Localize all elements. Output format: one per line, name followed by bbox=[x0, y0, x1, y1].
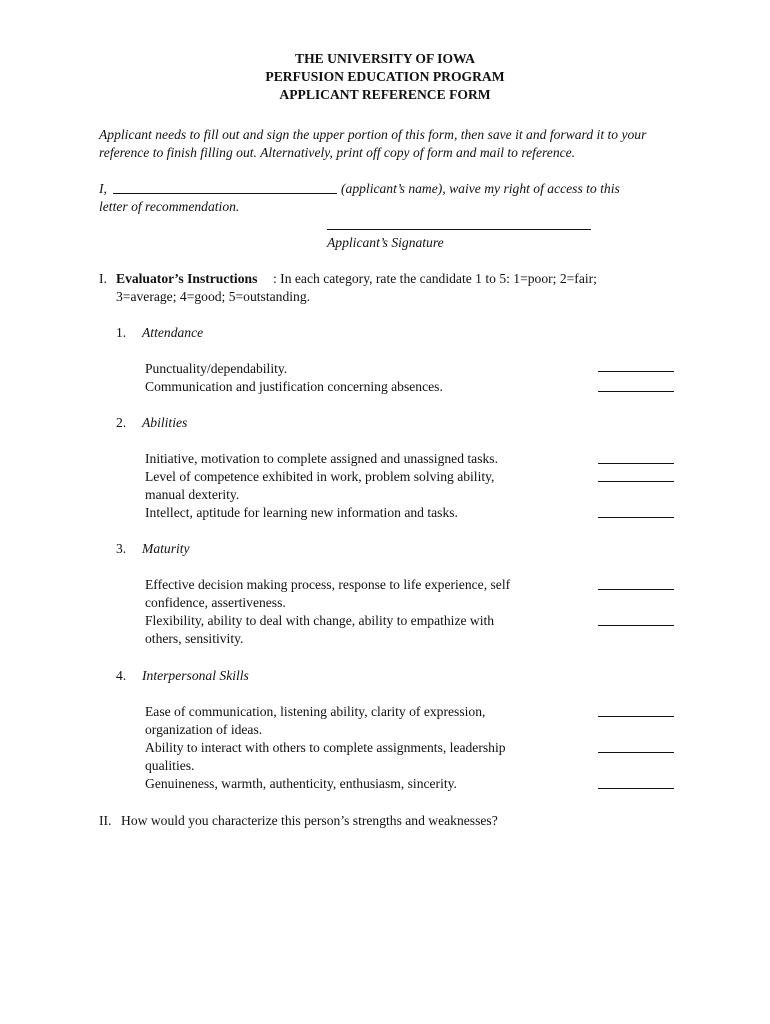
criterion-text: Ability to interact with others to complete assignments, leadership bbox=[145, 740, 506, 755]
rating-field[interactable] bbox=[598, 463, 674, 464]
instructions-text-2: 3=average; 4=good; 5=outstanding. bbox=[116, 289, 311, 304]
category-number: 4. bbox=[116, 668, 127, 683]
criterion-text: Communication and justification concerning absences. bbox=[145, 379, 443, 394]
criterion-text: Effective decision making process, response to life experience, self bbox=[145, 577, 511, 592]
criterion-text: manual dexterity. bbox=[145, 487, 240, 502]
waiver-prefix: I, bbox=[99, 181, 107, 196]
criterion-text: Flexibility, ability to deal with change, ability to empathize with bbox=[145, 613, 495, 628]
criterion-text: Initiative, motivation to complete assigned and unassigned tasks. bbox=[145, 451, 498, 466]
category-abilities: Abilities bbox=[142, 415, 188, 430]
strengths-weaknesses-question: How would you characterize this person’s strengths and weaknesses? bbox=[121, 813, 498, 828]
category-maturity: Maturity bbox=[142, 541, 190, 556]
criterion-text: qualities. bbox=[145, 758, 195, 773]
category-number: 3. bbox=[116, 541, 127, 556]
rating-field[interactable] bbox=[598, 481, 674, 482]
criterion-text: Intellect, aptitude for learning new information and tasks. bbox=[145, 505, 458, 520]
rating-field[interactable] bbox=[598, 752, 674, 753]
rating-field[interactable] bbox=[598, 371, 674, 372]
header-form-title: APPLICANT REFERENCE FORM bbox=[279, 87, 491, 102]
header-university: THE UNIVERSITY OF IOWA bbox=[295, 51, 475, 66]
instructions-text-1: : In each category, rate the candidate 1 to 5: 1=poor; 2=fair; bbox=[273, 271, 597, 286]
rating-field[interactable] bbox=[598, 716, 674, 717]
signature-label: Applicant’s Signature bbox=[327, 235, 444, 250]
waiver-suffix: (applicant’s name), waive my right of access to this bbox=[341, 181, 620, 196]
header-program: PERFUSION EDUCATION PROGRAM bbox=[265, 69, 505, 84]
rating-field[interactable] bbox=[598, 625, 674, 626]
section-1-numeral: I. bbox=[99, 271, 107, 286]
section-2-numeral: II. bbox=[99, 813, 112, 828]
applicant-name-field[interactable] bbox=[113, 193, 337, 194]
form-header bbox=[0, 50, 770, 104]
criterion-text: Ease of communication, listening ability, clarity of expression, bbox=[145, 704, 486, 719]
intro-line-2: reference to finish filling out. Alternatively, print off copy of form and mail to reference. bbox=[99, 145, 576, 160]
criterion-text: Genuineness, warmth, authenticity, enthusiasm, sincerity. bbox=[145, 776, 457, 791]
rating-field[interactable] bbox=[598, 589, 674, 590]
applicant-signature-field[interactable] bbox=[327, 229, 591, 230]
waiver-line-2: letter of recommendation. bbox=[99, 199, 240, 214]
rating-field[interactable] bbox=[598, 391, 674, 392]
rating-field[interactable] bbox=[598, 788, 674, 789]
intro-line-1: Applicant needs to fill out and sign the upper portion of this form, then save it and forward it to your bbox=[99, 127, 647, 142]
rating-field[interactable] bbox=[598, 517, 674, 518]
criterion-text: Level of competence exhibited in work, problem solving ability, bbox=[145, 469, 495, 484]
category-number: 2. bbox=[116, 415, 127, 430]
criterion-text: organization of ideas. bbox=[145, 722, 263, 737]
category-number: 1. bbox=[116, 325, 127, 340]
criterion-text: others, sensitivity. bbox=[145, 631, 244, 646]
evaluator-instructions-title: Evaluator’s Instructions bbox=[116, 271, 258, 286]
criterion-text: confidence, assertiveness. bbox=[145, 595, 286, 610]
criterion-text: Punctuality/dependability. bbox=[145, 361, 288, 376]
category-interpersonal-skills: Interpersonal Skills bbox=[142, 668, 249, 683]
category-attendance: Attendance bbox=[142, 325, 204, 340]
